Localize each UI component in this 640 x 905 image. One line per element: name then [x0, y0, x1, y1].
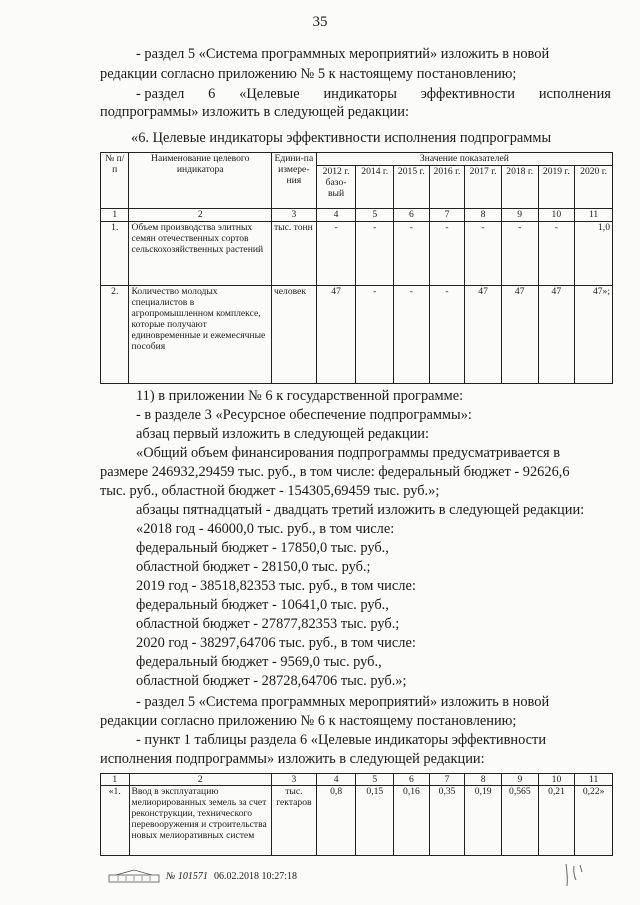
- body-line: «2018 год - 46000,0 тыс. руб., в том числе:: [136, 521, 395, 537]
- row-num: 2.: [101, 286, 129, 384]
- col-number: 6: [394, 209, 430, 222]
- col-number: 9: [501, 209, 538, 222]
- row-value: 0,21: [538, 786, 575, 856]
- word: исполнения: [538, 86, 611, 102]
- header-year: 2014 г.: [356, 166, 394, 209]
- body-line: исполнения подпрограммы» изложить в следующей редакции:: [100, 751, 485, 767]
- body-line: тыс. руб., областной бюджет - 154305,69459 тыс. руб.»;: [100, 483, 440, 499]
- row-value: -: [394, 286, 430, 384]
- body-line: абзац первый изложить в следующей редакции:: [136, 426, 430, 442]
- row-value: 0,35: [429, 786, 465, 856]
- top-line-4: подпрограммы» изложить в следующей редакции:: [100, 104, 409, 120]
- table-row: [101, 786, 613, 856]
- header-year: 2015 г.: [394, 166, 430, 209]
- body-line: областной бюджет - 28728,64706 тыс. руб.»;: [136, 673, 407, 689]
- row-value: 47: [501, 286, 538, 384]
- top-line-3: [136, 86, 611, 103]
- row-value: -: [465, 222, 502, 286]
- row-value: 47»;: [575, 286, 613, 384]
- col-number: 3: [272, 774, 317, 786]
- body-line: 11) в приложении № 6 к государственной программе:: [136, 388, 464, 404]
- body-line: 2020 год - 38297,64706 тыс. руб., в том числе:: [136, 635, 416, 651]
- row-unit: тыс. гектаров: [272, 786, 317, 856]
- top-line-1: - раздел 5 «Система программных мероприятий» изложить в новой: [136, 46, 550, 62]
- row-value: -: [356, 286, 394, 384]
- body-line: - в разделе 3 «Ресурсное обеспечение подпрограммы»:: [136, 407, 472, 423]
- indicators-table-2: [100, 773, 613, 856]
- indicators-table-1: [100, 152, 613, 384]
- row-value: -: [429, 222, 465, 286]
- body-line: областной бюджет - 27877,82353 тыс. руб.;: [136, 616, 400, 632]
- col-number: 4: [316, 209, 356, 222]
- handwritten-mark-icon: [560, 860, 590, 890]
- col-number: 5: [356, 209, 394, 222]
- row-value: -: [394, 222, 430, 286]
- top-line-2: редакции согласно приложению № 5 к настоящему постановлению;: [100, 66, 517, 82]
- word: 6: [208, 86, 216, 102]
- col-number: 4: [316, 774, 356, 786]
- row-value: 47: [538, 286, 575, 384]
- body-line: - раздел 5 «Система программных мероприятий» изложить в новой: [136, 694, 550, 710]
- row-value: 0,565: [502, 786, 539, 856]
- document-number: № 101571: [166, 870, 208, 882]
- table-row: [101, 222, 613, 286]
- table-row: [101, 286, 613, 384]
- row-value: -: [538, 222, 575, 286]
- word: эффективности: [420, 86, 515, 102]
- row-value: 1,0: [575, 222, 613, 286]
- row-name: Ввод в эксплуатацию мелиорированных земель за счет реконструкции, технического перевооружения и строительства новых мелиоративных систем: [129, 786, 272, 856]
- row-value: 0,16: [394, 786, 430, 856]
- row-value: 0,19: [465, 786, 502, 856]
- col-number: 6: [394, 774, 430, 786]
- body-line: «Общий объем финансирования подпрограммы предусматривается в: [136, 445, 561, 461]
- header-unit: Едини-па измере-ния: [271, 153, 316, 209]
- body-line: областной бюджет - 28150,0 тыс. руб.;: [136, 559, 371, 575]
- col-number: 5: [356, 774, 394, 786]
- body-line: - пункт 1 таблицы раздела 6 «Целевые индикаторы эффективности: [136, 732, 547, 748]
- body-line: федеральный бюджет - 9569,0 тыс. руб.,: [136, 654, 382, 670]
- col-number: 8: [465, 209, 502, 222]
- building-logo-icon: [108, 869, 160, 883]
- header-year: 2019 г.: [538, 166, 575, 209]
- header-values-group: Значение показателей: [316, 153, 612, 166]
- word: «Целевые: [239, 86, 300, 102]
- body-line: 2019 год - 38518,82353 тыс. руб., в том числе:: [136, 578, 416, 594]
- col-number: 3: [271, 209, 316, 222]
- column-number-row: [101, 209, 613, 222]
- body-line: размере 246932,29459 тыс. руб., в том числе: федеральный бюджет - 92626,6: [100, 464, 570, 480]
- col-number: 1: [101, 209, 129, 222]
- footer: [108, 869, 297, 883]
- body-line: федеральный бюджет - 17850,0 тыс. руб.,: [136, 540, 389, 556]
- col-number: 10: [538, 209, 575, 222]
- col-number: 8: [465, 774, 502, 786]
- col-number: 2: [129, 774, 272, 786]
- header-year: 2016 г.: [429, 166, 465, 209]
- col-number: 9: [502, 774, 539, 786]
- col-number: 1: [101, 774, 130, 786]
- row-num: «1.: [101, 786, 130, 856]
- column-number-row: [101, 774, 613, 786]
- col-number: 7: [429, 774, 465, 786]
- row-name: Объем производства элитных семян отечественных сортов сельскохозяйственных растений: [129, 222, 271, 286]
- header-num: № п/п: [101, 153, 129, 209]
- header-year: 2020 г.: [575, 166, 613, 209]
- body-line: редакции согласно приложению № 6 к настоящему постановлению;: [100, 713, 517, 729]
- page-number: 35: [312, 14, 328, 30]
- col-number: 2: [129, 209, 271, 222]
- col-number: 11: [575, 774, 613, 786]
- row-value: 47: [465, 286, 502, 384]
- col-number: 11: [575, 209, 613, 222]
- table1-caption: «6. Целевые индикаторы эффективности исполнения подпрограммы: [131, 130, 552, 146]
- header-year: 2018 г.: [501, 166, 538, 209]
- body-line: абзацы пятнадцатый - двадцать третий изложить в следующей редакции:: [136, 502, 585, 518]
- row-value: 0,15: [356, 786, 394, 856]
- col-number: 7: [429, 209, 465, 222]
- row-value: 0,22»: [575, 786, 613, 856]
- row-unit: тыс. тонн: [271, 222, 316, 286]
- row-value: -: [429, 286, 465, 384]
- row-value: -: [316, 222, 356, 286]
- row-name: Количество молодых специалистов в агропромышленном комплексе, которые получают единовременные и ежемесячные пособия: [129, 286, 271, 384]
- word: индикаторы: [323, 86, 397, 102]
- header-year: 2017 г.: [465, 166, 502, 209]
- body-line: федеральный бюджет - 10641,0 тыс. руб.,: [136, 597, 389, 613]
- row-num: 1.: [101, 222, 129, 286]
- document-timestamp: 06.02.2018 10:27:18: [213, 870, 297, 882]
- col-number: 10: [538, 774, 575, 786]
- header-name: Наименование целевого индикатора: [129, 153, 271, 209]
- word: - раздел: [136, 86, 185, 102]
- row-value: 47: [316, 286, 356, 384]
- header-year: 2012 г. базо-вый: [316, 166, 356, 209]
- row-unit: человек: [271, 286, 316, 384]
- row-value: -: [501, 222, 538, 286]
- row-value: -: [356, 222, 394, 286]
- row-value: 0,8: [316, 786, 356, 856]
